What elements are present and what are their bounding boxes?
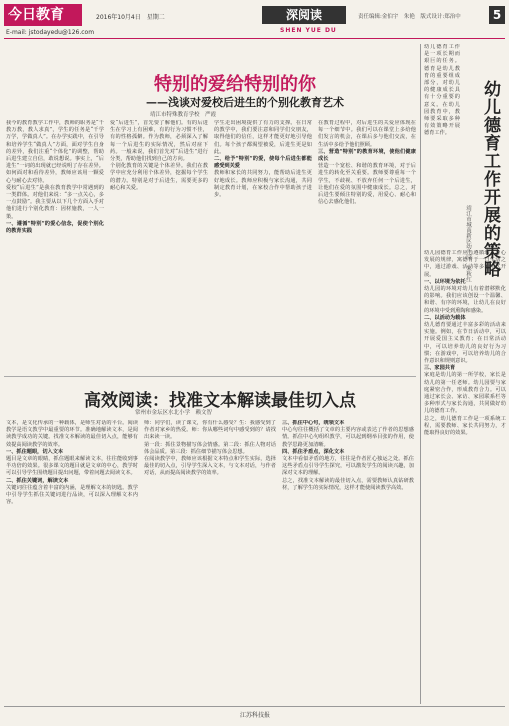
article3-title: 幼儿德育工作开展的策略 — [480, 80, 500, 278]
article2-title: 高效阅读：找准文本解读最佳切入点 — [84, 391, 356, 411]
page-number: 5 — [489, 6, 505, 24]
section-title: 深阅读 — [262, 6, 346, 24]
page-header-left — [4, 4, 254, 38]
section-pinyin: SHEN YUE DU — [280, 27, 337, 34]
column-divider — [420, 44, 421, 704]
section-divider — [4, 376, 416, 377]
article1-column-1: 我今的教育教学工作中，教师的职务是“千教万教，教人求真”，学生的任务是“千学万学，学做真人”。在办学实践中，在引导和培养学生“做真人”方面，面对学生自身的差异，我们注重“个体化”的调整，帮助后进生建立自信，敢说想说。事实上，“后进生”一词的出现就已经说明了存在差异。如何面对和看待差异，教师应该用一颗爱心与耐心去对待。 爱校“后进生”是我在教育教学中常遇到的一类群体。对他们来说：“多一点关心，多一点鼓励”。我主要从以下几个方面入手对他们进行个别化教育：因材施教，一人一策。 一、遵循“特别”的爱心信念，促使个别化的教育实践 — [6, 120, 104, 235]
footer-publisher: 江苏科技报 — [239, 712, 270, 719]
article1-column-3: 学生走出困境提供了有力的支撑。在日常的教学中，我们要注意和同学们交朋友，取得他们的信任，这样才能更好地引导他们。每个孩子都渴望被爱，后进生更是如此。 二、给予“特别”的爱，使每个后进生都能感受到关爱 教师和家长的共同努力，能帮助后进生更好地成长。教师应积极与家长沟通，共同制定教育计划，在家校合作中帮助孩子进步。 — [214, 120, 312, 199]
article3-intro: 幼儿德育工作是一项长期而艰巨的任务。德育是幼儿教育的重要组成部分，对幼儿的健康成长具有十分重要的意义。在幼儿园教育中，教师要采取多种有效策略开展德育工作。 — [424, 44, 460, 137]
article2-column-3: 三、抓住中心句，统领文本 中心句往往概括了文章的主要内容或表达了作者的思想感情。抓住中心句组织教学，可以起到纲举目张的作用，使教学思路更加清晰。 四、抓住矛盾点，深化文本 文本中看似矛盾的地方，往往是作者匠心独运之处。抓住这些矛盾点引导学生探究，可以激发学生的阅读兴趣，加深对文本的理解。 总之，找准文本解读的最佳切入点，需要教师认真钻研教材，了解学生的实际情况，这样才能使阅读教学高效。 — [282, 420, 414, 491]
footer-rule — [4, 706, 505, 707]
article1-subtitle: ——浅谈对爱校后进生的个别化教育艺术 — [146, 96, 344, 109]
page-header-right — [258, 4, 505, 38]
article2-byline: 常州市金坛区水北小学 赖文智 — [135, 410, 213, 416]
article3-byline: 靖江市城南新区幼儿园 朱秋红 — [465, 205, 471, 282]
contact-email: E-mail: jstodayedu@126.com — [6, 29, 95, 36]
newspaper-logo: 今日教育 — [4, 4, 82, 26]
article1-byline: 靖江市特殊教育学校 严霞 — [150, 112, 217, 118]
article3-body: 幼儿园德育工作应当遵循幼儿身心发展的规律，寓德育于一日生活之中，通过游戏、活动等多种形式开展。 一、以环境为依托 幼儿园的环境对幼儿有着潜移默化的影响。我们应该创设一个温馨、和谐、有序的环境，让幼儿在良好的环境中受到熏陶和感染。 二、以活动为载体 幼儿德育要通过丰富多彩的活动来实施。例如，在节日活动中，可以开展爱国主义教育；在日常活动中，可以培养幼儿的良好行为习惯；在游戏中，可以培养幼儿的合作意识和规则意识。 三、家园共育 家庭是幼儿的第一所学校，家长是幼儿的第一任老师。幼儿园要与家庭紧密合作，形成教育合力。可以通过家长会、家访、家园联系栏等多种形式与家长沟通，共同做好幼儿的德育工作。 总之，幼儿德育工作是一项系统工程，需要教师、家长共同努力，才能取得良好的效果。 — [424, 250, 506, 437]
article1-column-2: 爱“后进生”，首先要了解他们。有的后进生在学习上有困难，有的行为习惯不佳，有的性格孤僻。作为教师，必须深入了解每一个后进生的实际情况，然后对症下药。一般来说，我们首先对“后进生”进行分类，帮助他们找到自己的方向。 个别化教育的关键是个体差异。我们在教学中应充分利用个体差异，挖掘每个学生的潜力。特别是对于后进生，需要更多的耐心和关爱。 — [110, 120, 208, 191]
article1-title: 特别的爱给特别的你 — [154, 74, 316, 95]
article2-column-2: 师：同学们，读了课文，你有什么感受？生：我感受到了作者对家乡的热爱。师：你从哪些词句中感受到的？请找出来读一读。 第一段：抓住景物描写体会情感。第二段：抓住人物对话体会品质。第三段：抓住细节描写体会思想。 在阅读教学中，教师应该根据文本特点和学生实际，选择最佳的切入点，引导学生深入文本，与文本对话，与作者对话，从而提高阅读教学的效率。 — [144, 420, 276, 477]
article2-column-1: 文本，是文化传承的一种载体，是师生对话的平台。阅读教学是语文教学中最重要的环节。准确地解读文本，是阅读教学成功的关键。找准文本解读的最佳切入点，能够有效提高阅读教学的效率。 一、抓住题眼，切入文本 题目是文章的眼睛，抓住题眼来解读文本，往往能收到事半功倍的效果。很多课文的题目就是文章的中心，教学时可以引导学生围绕题目提出问题，带着问题去阅读文本。 二、抓住关键词，解读文本 关键词往往蕴含着丰富的内涵，是理解文本的钥匙。教学中引导学生抓住关键词进行品读，可以深入理解文本内容。 — [6, 420, 138, 506]
article1-column-4: 在教育过程中，对后进生的关爱应体现在每一个细节中。我们可以在课堂上多给他们发言的机会，在课后多与他们交流，在生活中多给予他们照顾。 三、营造“特别”的教育环境，使他们健康成长 营造一个宽松、和谐的教育环境，对于后进生的转化至关重要。教师要尊重每一个学生，不歧视、不放弃任何一个后进生，让他们在爱的氛围中健康成长。总之，对后进生要倾注特别的爱，用爱心、耐心和信心去感化他们。 — [318, 120, 416, 206]
editor-credits: 责任编辑:金伯宇 朱艳 版式设计:郑治中 — [358, 14, 461, 20]
issue-date: 2016年10月4日 星期二 — [96, 14, 165, 21]
header-rule — [4, 38, 505, 39]
